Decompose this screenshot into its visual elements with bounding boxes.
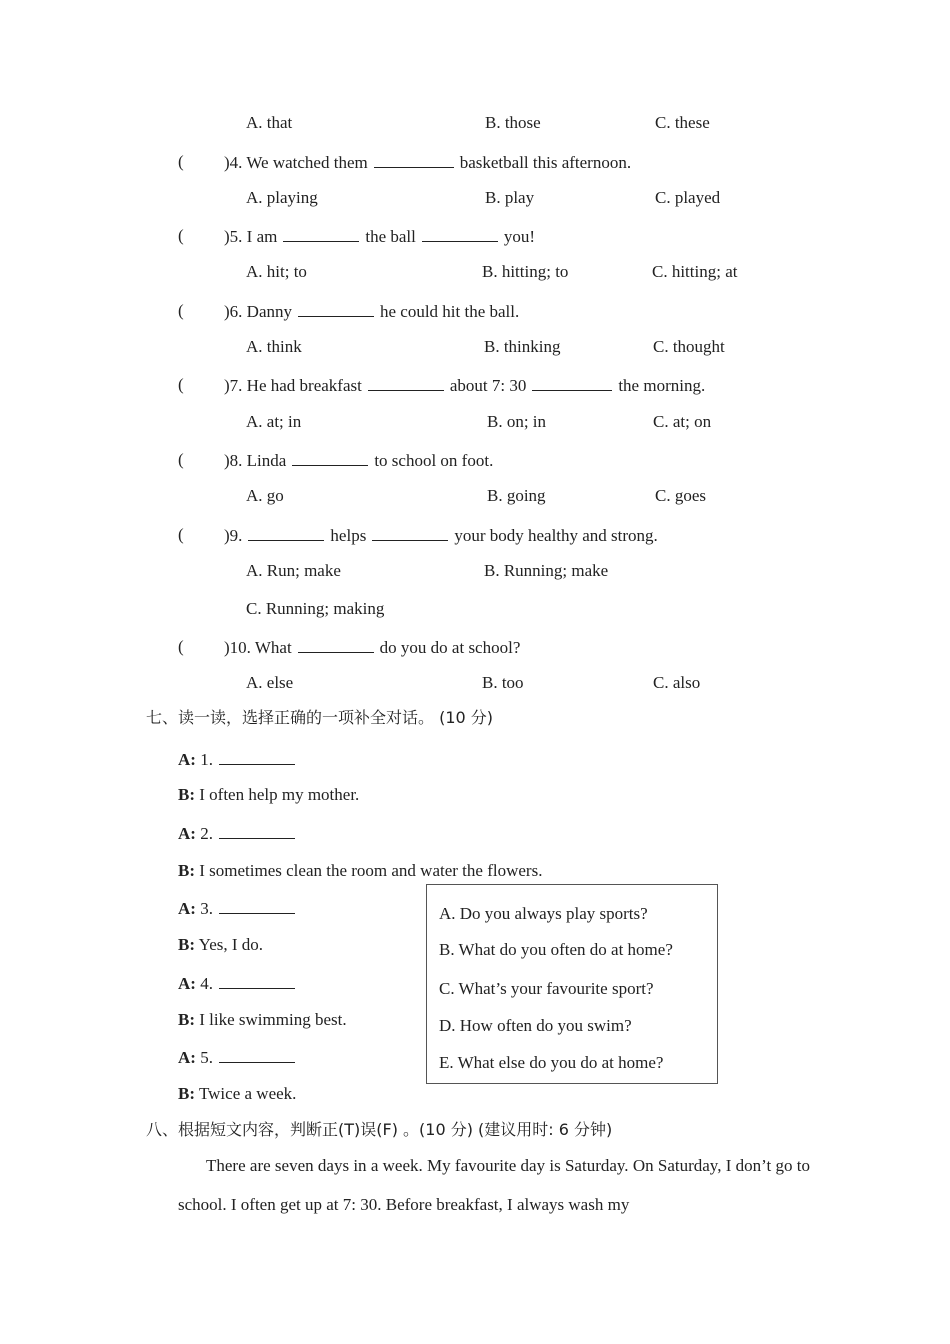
speaker: A: <box>178 899 196 918</box>
q8-option-c: C. goes <box>655 486 706 505</box>
q5-paren: ( <box>178 226 184 245</box>
q5-blank-1[interactable] <box>283 227 359 242</box>
q4-option-b: B. play <box>485 188 535 207</box>
section8-title: 八、根据短文内容，判断正(T)误(F) 。(10 分) (建议用时: 6 分钟) <box>146 1120 613 1139</box>
q4-stem: )4. We watched them <box>224 153 368 172</box>
speaker: B: <box>178 1010 195 1029</box>
line-text: Twice a week. <box>198 1084 297 1103</box>
line-text: 1. <box>200 750 213 769</box>
dialogue-line-2 <box>178 786 359 803</box>
q6-question <box>224 302 519 320</box>
q5-tail: you! <box>503 227 536 246</box>
q7-paren: ( <box>178 375 184 394</box>
q7-blank-1[interactable] <box>368 376 444 391</box>
line-text: I sometimes clean the room and water the flowers. <box>199 861 543 880</box>
option-e: E. What else do you do at home? <box>439 1053 664 1072</box>
q10-stem: )10. What <box>224 638 292 657</box>
q7-question <box>224 376 705 394</box>
q10-option-b: B. too <box>482 673 524 692</box>
dialogue-blank-1[interactable] <box>219 750 295 765</box>
reading-passage: There are seven days in a week. My favourite day is Saturday. On Saturday, I don’t go to school. I often get up at 7: 30. Before breakfast, I always wash my <box>178 1156 810 1214</box>
q4-option-c: C. played <box>655 188 721 207</box>
option-c: C. What’s your favourite sport? <box>439 979 654 998</box>
q8-blank[interactable] <box>292 451 368 466</box>
q6-tail: he could hit the ball. <box>379 302 520 321</box>
dialogue-blank-4[interactable] <box>219 974 295 989</box>
q5-mid: the ball <box>365 227 416 246</box>
dialogue-blank-2[interactable] <box>219 824 295 839</box>
line-text: 3. <box>200 899 213 918</box>
q10-blank[interactable] <box>298 638 374 653</box>
q9-tail: your body healthy and strong. <box>454 526 658 545</box>
line-text: 5. <box>200 1048 213 1067</box>
q3-option-a: A. that <box>246 113 293 132</box>
dialogue-blank-5[interactable] <box>219 1048 295 1063</box>
q4-tail: basketball this afternoon. <box>459 153 632 172</box>
section7-title: 七、读一读，选择正确的一项补全对话。 (10 分) <box>146 708 494 727</box>
line-text: 4. <box>200 974 213 993</box>
dialogue-line-1 <box>178 750 301 768</box>
dialogue-line-7 <box>178 974 301 992</box>
line-text: Yes, I do. <box>198 935 264 954</box>
q5-blank-2[interactable] <box>422 227 498 242</box>
q6-option-a: A. think <box>246 337 302 356</box>
q7-tail: the morning. <box>618 376 706 395</box>
q8-question <box>224 451 493 469</box>
q10-question <box>224 638 520 656</box>
q7-option-c: C. at; on <box>653 412 712 431</box>
q8-paren: ( <box>178 450 184 469</box>
q6-option-b: B. thinking <box>484 337 561 356</box>
speaker: B: <box>178 785 195 804</box>
q10-tail: do you do at school? <box>379 638 521 657</box>
q3-option-c: C. these <box>655 113 710 132</box>
q9-option-c: C. Running; making <box>246 599 385 618</box>
q6-blank[interactable] <box>298 302 374 317</box>
q7-option-b: B. on; in <box>487 412 547 431</box>
q8-tail: to school on foot. <box>374 451 494 470</box>
q9-question <box>224 526 658 544</box>
speaker: A: <box>178 1048 196 1067</box>
q6-stem: )6. Danny <box>224 302 292 321</box>
q9-option-a: A. Run; make <box>246 561 341 580</box>
q9-blank-2[interactable] <box>372 526 448 541</box>
dialogue-line-3 <box>178 824 301 842</box>
speaker: A: <box>178 750 196 769</box>
q10-paren: ( <box>178 637 184 656</box>
line-text: I like swimming best. <box>199 1010 347 1029</box>
q7-option-a: A. at; in <box>246 412 302 431</box>
speaker: A: <box>178 974 196 993</box>
option-d: D. How often do you swim? <box>439 1016 632 1035</box>
q5-option-a: A. hit; to <box>246 262 307 281</box>
speaker: A: <box>178 824 196 843</box>
speaker: B: <box>178 861 195 880</box>
speaker: B: <box>178 1084 195 1103</box>
q6-option-c: C. thought <box>653 337 725 356</box>
line-text: I often help my mother. <box>199 785 360 804</box>
q7-mid: about 7: 30 <box>449 376 527 395</box>
q7-blank-2[interactable] <box>532 376 612 391</box>
q9-blank-1[interactable] <box>248 526 324 541</box>
dialogue-line-6 <box>178 936 263 953</box>
dialogue-line-9 <box>178 1048 301 1066</box>
dialogue-blank-3[interactable] <box>219 899 295 914</box>
q8-option-b: B. going <box>487 486 546 505</box>
q6-paren: ( <box>178 301 184 320</box>
q8-option-a: A. go <box>246 486 284 505</box>
option-a: A. Do you always play sports? <box>439 904 648 923</box>
q9-paren: ( <box>178 525 184 544</box>
q7-stem: )7. He had breakfast <box>224 376 362 395</box>
q9-stem: )9. <box>224 526 243 545</box>
q10-option-c: C. also <box>653 673 701 692</box>
q9-mid: helps <box>330 526 367 545</box>
q3-option-b: B. those <box>485 113 541 132</box>
q8-stem: )8. Linda <box>224 451 287 470</box>
dialogue-line-5 <box>178 899 301 917</box>
q4-paren: ( <box>178 152 184 171</box>
dialogue-line-4 <box>178 862 542 879</box>
q10-option-a: A. else <box>246 673 294 692</box>
dialogue-line-10 <box>178 1085 296 1102</box>
q9-option-b: B. Running; make <box>484 561 609 580</box>
q5-option-c: C. hitting; at <box>652 262 738 281</box>
dialogue-line-8 <box>178 1011 347 1028</box>
option-b: B. What do you often do at home? <box>439 940 673 959</box>
q5-option-b: B. hitting; to <box>482 262 569 281</box>
q5-question <box>224 227 535 245</box>
line-text: 2. <box>200 824 213 843</box>
q5-stem: )5. I am <box>224 227 278 246</box>
speaker: B: <box>178 935 195 954</box>
q4-blank[interactable] <box>374 153 454 168</box>
q4-question <box>224 153 631 171</box>
q4-option-a: A. playing <box>246 188 318 207</box>
